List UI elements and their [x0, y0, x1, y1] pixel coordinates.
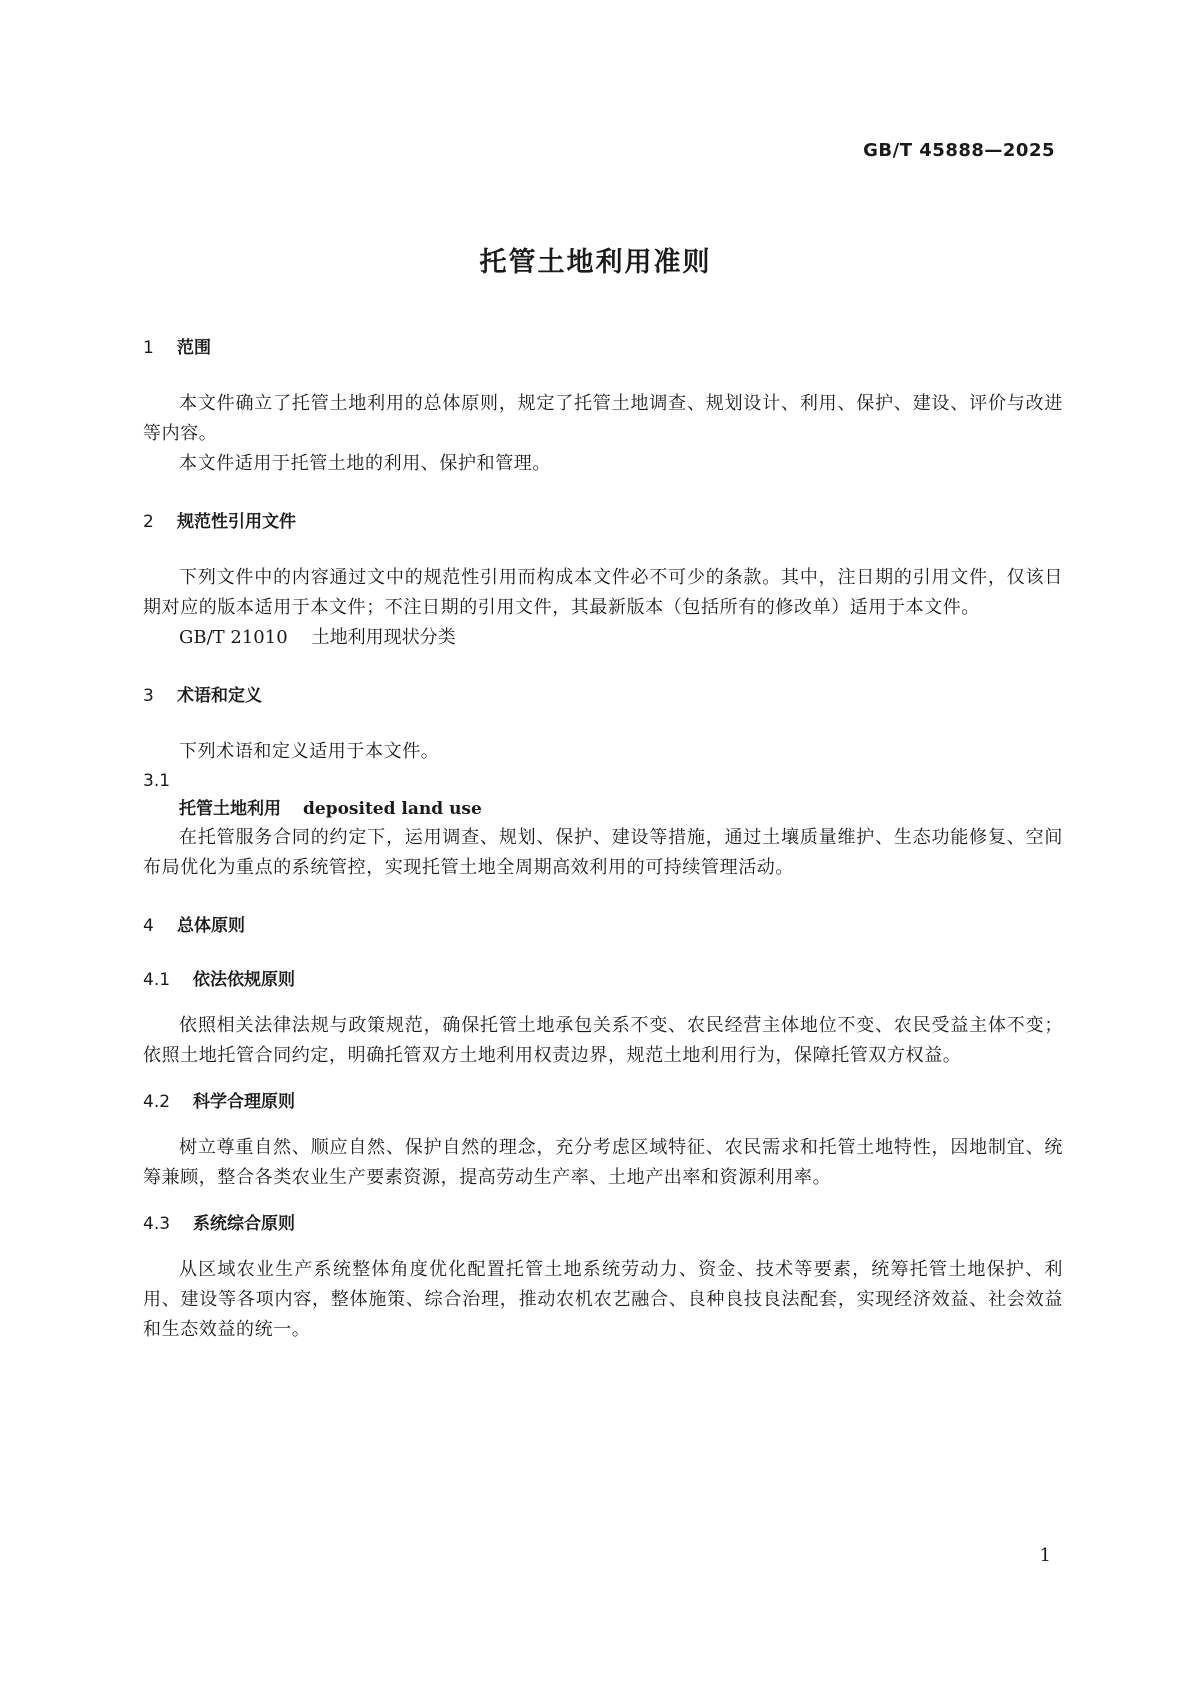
normative-reference	[179, 623, 1063, 653]
section-4-heading	[143, 913, 1063, 939]
section-number: 1	[143, 338, 154, 358]
section-number: 3	[143, 686, 154, 706]
subsection-number: 4.1	[143, 970, 171, 990]
section-title: 术语和定义	[177, 686, 262, 706]
subsection-title: 系统综合原则	[193, 1214, 295, 1234]
subsection-4-2-heading	[143, 1089, 1063, 1115]
subsection-number: 4.3	[143, 1214, 171, 1234]
subsection-4-1-heading	[143, 967, 1063, 993]
subsection-title: 依法依规原则	[193, 970, 295, 990]
section-1-paragraph-1: 本文件确立了托管土地利用的总体原则，规定了托管土地调查、规划设计、利用、保护、建设、评价与改进等内容。	[143, 393, 1063, 444]
reference-code: GB/T 21010	[179, 627, 288, 648]
section-2-heading	[143, 509, 1063, 535]
section-2-paragraph-1: 下列文件中的内容通过文中的规范性引用而构成本文件必不可少的条款。其中，注日期的引用文件，仅该日期对应的版本适用于本文件；不注日期的引用文件，其最新版本（包括所有的修改单）适用于本文件。	[143, 567, 1063, 618]
section-1-heading	[143, 335, 1063, 361]
section-number: 2	[143, 512, 154, 532]
subsection-4-3-paragraph: 从区域农业生产系统整体角度优化配置托管土地系统劳动力、资金、技术等要素，统筹托管土地保护、利用、建设等各项内容，整体施策、综合治理，推动农机农艺融合、良种良技良法配套，实现经济效益、社会效益和生态效益的统一。	[143, 1259, 1063, 1340]
subsection-title: 科学合理原则	[193, 1092, 295, 1112]
section-title: 范围	[177, 338, 211, 358]
section-title: 总体原则	[177, 916, 245, 936]
term-definition: 在托管服务合同的约定下，运用调查、规划、保护、建设等措施，通过土壤质量维护、生态功能修复、空间布局优化为重点的系统管控，实现托管土地全周期高效利用的可持续管理活动。	[143, 827, 1063, 878]
document-title: 托管土地利用准则	[479, 247, 712, 278]
reference-title: 土地利用现状分类	[311, 627, 456, 648]
subsection-4-1-paragraph: 依照相关法律法规与政策规范，确保托管土地承包关系不变、农民经营主体地位不变、农民受益主体不变；依照土地托管合同约定，明确托管双方土地利用权责边界，规范土地利用行为，保障托管双方权益。	[143, 1015, 1063, 1066]
section-title: 规范性引用文件	[177, 512, 296, 532]
section-3-heading	[143, 683, 1063, 709]
term-chinese: 托管土地利用	[179, 799, 281, 819]
term-english: deposited land use	[303, 799, 482, 819]
document-body	[143, 335, 1063, 1345]
subsection-number: 4.2	[143, 1092, 171, 1112]
section-3-paragraph-1: 下列术语和定义适用于本文件。	[179, 741, 440, 762]
term-entry	[179, 795, 1063, 823]
section-1-paragraph-2: 本文件适用于托管土地的利用、保护和管理。	[179, 453, 551, 474]
standard-code: GB/T 45888—2025	[863, 140, 1055, 161]
subsection-4-3-heading	[143, 1211, 1063, 1237]
term-number: 3.1	[143, 771, 171, 791]
section-number: 4	[143, 916, 154, 936]
subsection-4-2-paragraph: 树立尊重自然、顺应自然、保护自然的理念，充分考虑区域特征、农民需求和托管土地特性，因地制宜、统筹兼顾，整合各类农业生产要素资源，提高劳动生产率、土地产出率和资源利用率。	[143, 1137, 1063, 1188]
page-number: 1	[1039, 1545, 1051, 1566]
